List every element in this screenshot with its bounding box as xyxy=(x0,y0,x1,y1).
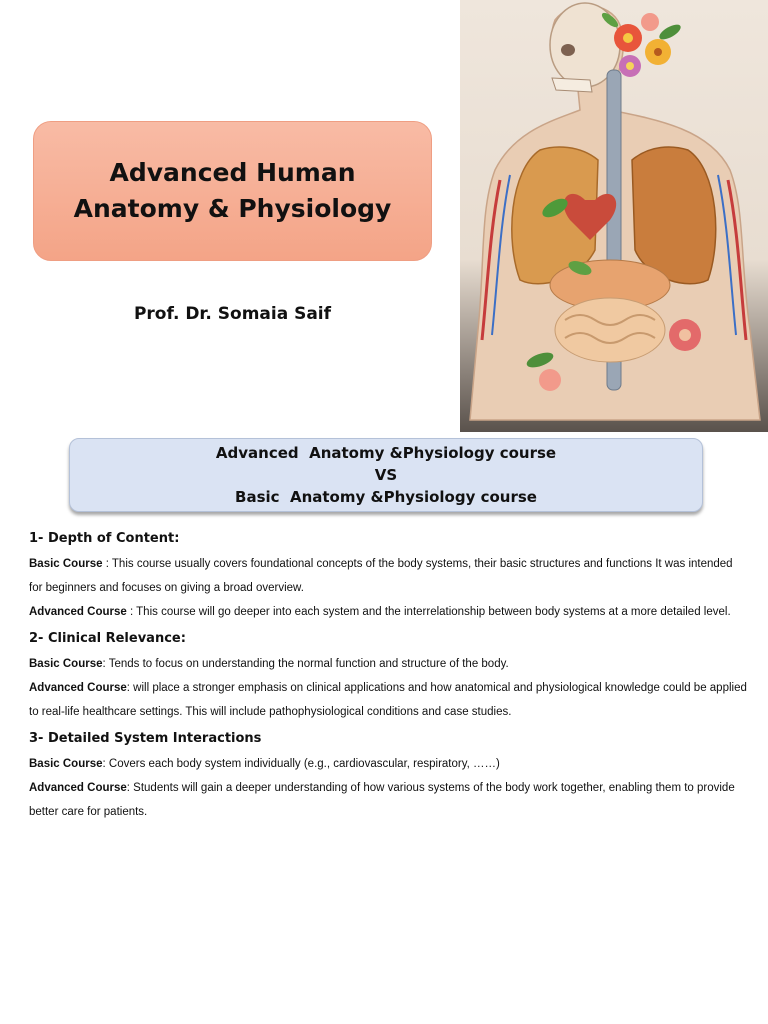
section-heading: 2- Clinical Relevance: xyxy=(29,631,186,646)
section-heading: 1- Depth of Content: xyxy=(29,531,180,546)
anatomy-illustration-icon xyxy=(460,0,768,432)
section-clinical-relevance xyxy=(29,628,749,724)
section-system-interactions xyxy=(29,728,749,824)
advanced-course-text: : This course will go deeper into each system and the interrelationship between body systems at a more detailed level. xyxy=(126,606,731,618)
author-name: Prof. Dr. Somaia Saif xyxy=(133,304,332,324)
advanced-course-text: : Students will gain a deeper understanding of how various systems of the body work together, enabling them to provide better care for patients. xyxy=(29,782,735,818)
comparison-line-3: Basic Anatomy &Physiology course xyxy=(235,488,537,506)
basic-course-label: Basic Course xyxy=(29,658,103,670)
basic-course-text: : Covers each body system individually (e.g., cardiovascular, respiratory, ……) xyxy=(102,758,500,770)
title-line-2: Anatomy & Physiology xyxy=(73,194,392,223)
basic-course-paragraph xyxy=(29,552,749,600)
advanced-course-paragraph xyxy=(29,600,749,624)
advanced-course-label: Advanced Course xyxy=(29,606,127,618)
basic-course-text: : Tends to focus on understanding the normal function and structure of the body. xyxy=(102,658,509,670)
comparison-line-2: VS xyxy=(374,466,398,484)
advanced-course-paragraph xyxy=(29,776,749,824)
content-body xyxy=(29,528,749,828)
basic-course-label: Basic Course xyxy=(29,758,103,770)
basic-course-paragraph xyxy=(29,652,749,676)
advanced-course-text: : will place a stronger emphasis on clinical applications and how anatomical and physiological knowledge could be applied to real-life healthcare settings. This will include pathophysiological conditions and case studies. xyxy=(29,682,747,718)
title-line-1: Advanced Human xyxy=(109,158,356,187)
comparison-box xyxy=(69,438,703,512)
comparison-line-1: Advanced Anatomy &Physiology course xyxy=(215,444,557,462)
advanced-course-label: Advanced Course xyxy=(29,682,127,694)
advanced-course-paragraph xyxy=(29,676,749,724)
title-box xyxy=(33,121,432,261)
section-heading: 3- Detailed System Interactions xyxy=(29,731,262,746)
advanced-course-label: Advanced Course xyxy=(29,782,127,794)
basic-course-paragraph xyxy=(29,752,749,776)
basic-course-label: Basic Course xyxy=(29,558,103,570)
basic-course-text: : This course usually covers foundational concepts of the body systems, their basic structures and functions It was intended for beginners and focuses on giving a broad overview. xyxy=(29,558,733,594)
section-depth-of-content xyxy=(29,528,749,624)
